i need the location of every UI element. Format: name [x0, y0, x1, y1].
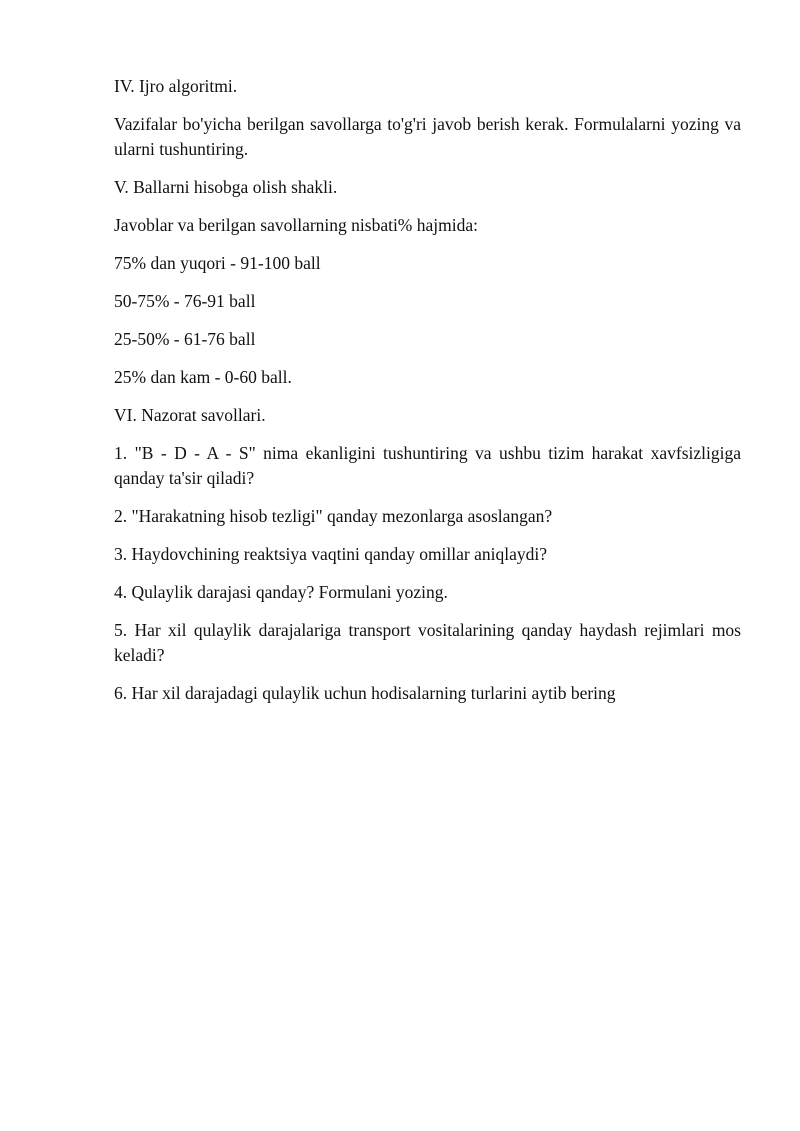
control-question: 3. Haydovchining reaktsiya vaqtini qanday omillar aniqlaydi?	[114, 544, 548, 564]
section-vi-heading: VI. Nazorat savollari.	[114, 405, 266, 425]
control-question: 5. Har xil qulaylik darajalariga transport vositalarining qanday haydash rejimlari mos keladi?	[114, 620, 741, 665]
section-v-heading: V. Ballarni hisobga olish shakli.	[114, 177, 338, 197]
section-iv-heading: IV. Ijro algoritmi.	[114, 76, 238, 96]
control-question: 1. "B - D - A - S" nima ekanligini tushuntiring va ushbu tizim harakat xavfsizligiga qanday ta'sir qiladi?	[114, 443, 741, 488]
grading-scale-item: 25% dan kam - 0-60 ball.	[114, 367, 292, 387]
section-v-intro: Javoblar va berilgan savollarning nisbati% hajmida:	[114, 215, 478, 235]
control-question: 6. Har xil darajadagi qulaylik uchun hodisalarning turlarini aytib bering	[114, 683, 616, 703]
grading-scale-item: 50-75% - 76-91 ball	[114, 291, 256, 311]
section-iv-text: Vazifalar bo'yicha berilgan savollarga to'g'ri javob berish kerak. Formulalarni yozing va ularni tushuntiring.	[114, 114, 741, 159]
document-body	[114, 74, 741, 719]
grading-scale-item: 25-50% - 61-76 ball	[114, 329, 256, 349]
grading-scale-item: 75% dan yuqori - 91-100 ball	[114, 253, 321, 273]
control-question: 2. "Harakatning hisob tezligi" qanday mezonlarga asoslangan?	[114, 506, 553, 526]
control-question: 4. Qulaylik darajasi qanday? Formulani yozing.	[114, 582, 448, 602]
